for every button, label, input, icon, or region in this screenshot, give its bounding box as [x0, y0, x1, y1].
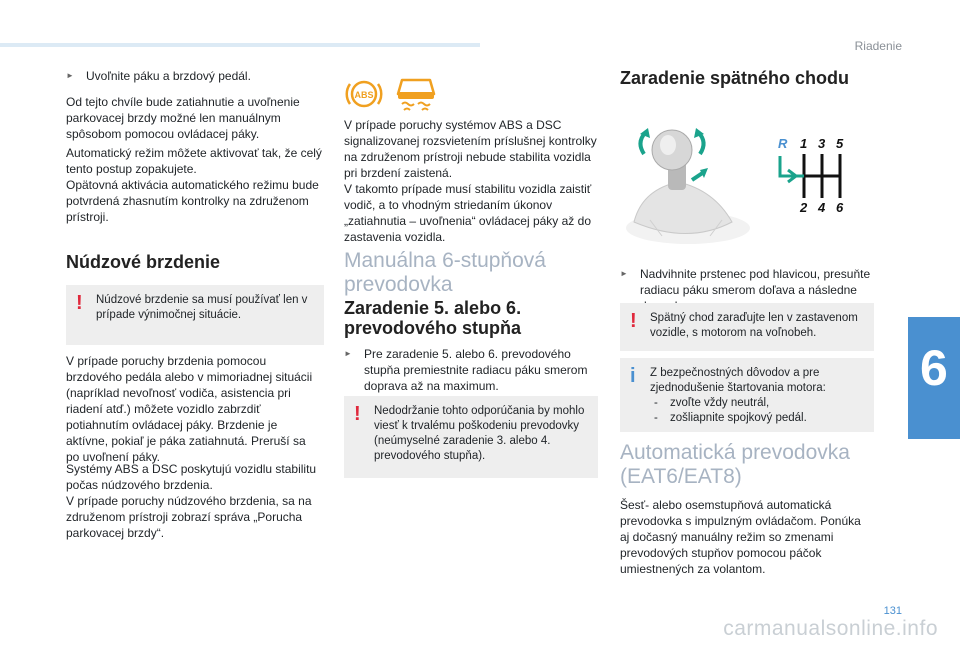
paragraph-manual-mode: Od tejto chvíle bude zatiahnutie a uvoľnenie parkovacej brzdy možné len manuálnym spôsobom pomocou ovládacej páky. — [66, 95, 300, 141]
paragraph-braking-failure: V prípade poruchy brzdenia pomocou brzdového pedála alebo v mimoriadnej situácii (napríklad nevoľnosť vodiča, asistencia pri riadení atď.) môžete vozidlo zabrzdiť potiahnutím ovládacej páky. Brzdenie je aktívne, pokiaľ je páka zatiahnutá. Preruší sa po uvoľnení páky. — [66, 354, 313, 464]
gear-label-5: 5 — [836, 136, 844, 151]
column-left — [66, 0, 326, 540]
paragraph-automatic-gearbox: Šesť- alebo osemstupňová automatická prevodovka s impulzným ovládačom. Ponúka aj dočasný manuálny režim so zmenami prevodových stupňov pomocou páčok umiestnených za volantom. — [620, 498, 861, 576]
bullet-gear-5-6: ► Pre zaradenie 5. alebo 6. prevodového stupňa premiestnite radiacu páku smerom doprava až na maximum. — [344, 346, 600, 394]
paragraph-abs-dsc-failure: V prípade poruchy systémov ABS a DSC signalizovanej rozsvietením príslušnej kontrolky na združenom prístroji nebude stabilita vozidla pri brzdení zaistená. — [344, 118, 597, 180]
column-middle — [344, 0, 600, 462]
heading-emergency-braking: Núdzové brzdenie — [66, 252, 221, 272]
info-item-clutch: - zošliapnite spojkový pedál. — [650, 411, 864, 426]
info-list — [650, 396, 864, 426]
warning-icon: ! — [630, 310, 637, 332]
chapter-number: 6 — [920, 340, 948, 396]
info-item-neutral: - zvoľte vždy neutrál, — [650, 396, 864, 411]
gear-label-2: 2 — [800, 200, 808, 215]
gear-label-3: 3 — [818, 136, 826, 151]
section-title: Riadenie — [854, 39, 902, 53]
heading-automatic-gearbox: Automatická prevodovka (EAT6/EAT8) — [620, 441, 850, 488]
chapter-tab — [908, 317, 960, 439]
info-title: Z bezpečnostných dôvodov a pre zjednodušenie štartovania motora: — [650, 367, 826, 394]
gear-label-6: 6 — [836, 200, 844, 215]
page-number: 131 — [883, 605, 902, 617]
warning-icon: ! — [354, 403, 361, 425]
warning-text: Nedodržanie tohto odporúčania by mohlo viesť k trvalému poškodeniu prevodovky (neúmyselné zaradenie 3. alebo 4. prevodového stupňa). — [374, 405, 585, 462]
paragraph-driver-stability: V takomto prípade musí stabilitu vozidla zaistiť vodič, a to vhodným striedaním úkonov „zatiahnutia – uvoľnenia“ ovládacej páky až do zastavenia vozidla. — [344, 182, 592, 244]
warning-note-gearbox — [344, 396, 598, 478]
bullet-release-lever: ► Uvoľnite páku a brzdový pedál. — [66, 68, 346, 84]
info-icon: i — [630, 365, 636, 387]
gear-label-4: 4 — [818, 200, 826, 215]
paragraph-fault-message: V prípade poruchy núdzového brzdenia, sa na združenom prístroji zobrazí správa „Porucha parkovacej brzdy“. — [66, 494, 312, 540]
gear-lever-illustration — [622, 120, 852, 250]
warning-text: Núdzové brzdenie sa musí používať len v prípade výnimočnej situácie. — [96, 294, 308, 321]
heading-reverse-gear: Zaradenie spätného chodu — [620, 68, 850, 88]
abs-icon-label: ABS — [354, 90, 374, 100]
warning-note-reverse — [620, 303, 874, 351]
paragraph-abs-dsc: Systémy ABS a DSC poskytujú vozidlu stabilitu počas núdzového brzdenia. — [66, 462, 317, 492]
gear-label-r: R — [778, 136, 788, 151]
watermark: carmanualsonline.info — [723, 617, 938, 640]
info-note-reverse — [620, 358, 874, 432]
bullet-reverse-gear: ► Nadvihnite prstenec pod hlavicou, presuňte radiacu páku smerom doľava a následne — [620, 266, 876, 314]
warning-icon: ! — [76, 292, 83, 314]
heading-manual-gearbox: Manuálna 6-stupňová prevodovka — [344, 249, 546, 296]
heading-gear-5-6: Zaradenie 5. alebo 6. prevodového stupňa — [344, 298, 522, 338]
dsc-skid-icon — [394, 74, 438, 114]
paragraph-auto-mode: Automatický režim môžete aktivovať tak, že celý tento postup zopakujete. — [66, 146, 322, 176]
warning-note-emergency — [66, 285, 324, 345]
gear-label-1: 1 — [800, 136, 808, 151]
paragraph-auto-confirm: Opätovná aktivácia automatického režimu bude potvrdená zhasnutím kontrolky na združenom prístroji. — [66, 178, 319, 224]
warning-text: Spätný chod zaraďujte len v zastavenom vozidle, s motorom na voľnobeh. — [650, 312, 858, 339]
